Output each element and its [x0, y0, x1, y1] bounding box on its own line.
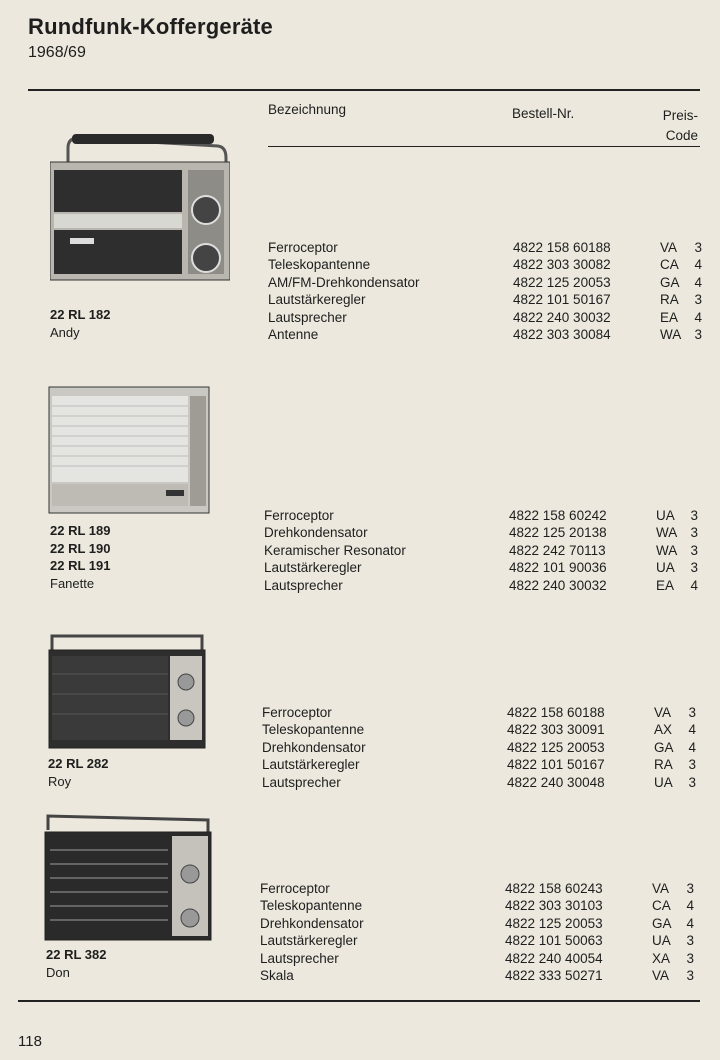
part-name: AM/FM-Drehkondensator — [268, 274, 420, 290]
part-name: Lautsprecher — [264, 577, 343, 593]
part-price-code: GA 4 — [654, 739, 696, 755]
part-name: Lautstärkeregler — [264, 560, 362, 576]
table-row — [260, 950, 700, 967]
part-price-code: VA 3 — [652, 967, 694, 983]
column-header-order-no: Bestell-Nr. — [512, 106, 575, 121]
part-order-no: 4822 125 20053 — [507, 739, 605, 755]
table-row — [262, 721, 700, 738]
part-name: Lautsprecher — [268, 309, 347, 325]
table-row — [260, 915, 700, 932]
part-price-code: WA 3 — [660, 326, 702, 342]
part-name: Ferroceptor — [260, 881, 330, 896]
bottom-rule — [18, 1000, 700, 1002]
part-order-no: 4822 158 60188 — [507, 705, 605, 720]
part-order-no: 4822 101 50167 — [513, 292, 611, 308]
part-price-code: XA 3 — [652, 950, 694, 966]
model-label-roy — [48, 755, 108, 790]
table-row — [268, 309, 700, 326]
model-label-andy — [50, 306, 110, 341]
parts-table-fanette — [264, 507, 700, 594]
part-order-no: 4822 240 30032 — [509, 577, 607, 593]
part-name: Teleskopantenne — [262, 722, 365, 738]
radio-image-andy — [50, 130, 230, 285]
part-price-code: CA 4 — [652, 898, 694, 914]
model-code: 22 RL 189 — [50, 523, 111, 538]
part-order-no: 4822 101 90036 — [509, 560, 607, 576]
part-price-code: UA 3 — [656, 508, 698, 523]
part-name: Teleskopantenne — [260, 898, 363, 914]
part-order-no: 4822 240 30048 — [507, 774, 605, 790]
top-rule — [28, 89, 700, 91]
table-row — [268, 256, 700, 273]
part-name: Lautstärkeregler — [268, 292, 366, 308]
table-row — [260, 880, 700, 897]
part-price-code: RA 3 — [660, 292, 702, 308]
part-price-code: UA 3 — [654, 774, 696, 790]
part-name: Ferroceptor — [262, 705, 332, 720]
part-name: Ferroceptor — [268, 240, 338, 255]
part-price-code: CA 4 — [660, 257, 702, 273]
part-price-code: WA 3 — [656, 542, 698, 558]
part-order-no: 4822 240 30032 — [513, 309, 611, 325]
part-order-no: 4822 125 20138 — [509, 525, 607, 541]
table-row — [262, 774, 700, 791]
parts-table-andy — [268, 239, 700, 343]
model-name: Fanette — [50, 575, 95, 591]
part-price-code: EA 4 — [656, 577, 698, 593]
part-order-no: 4822 303 30091 — [507, 722, 605, 738]
radio-image-fanette — [48, 386, 210, 514]
part-order-no: 4822 240 40054 — [505, 950, 603, 966]
table-row — [260, 967, 700, 984]
table-row — [262, 704, 700, 721]
part-order-no: 4822 303 30103 — [505, 898, 603, 914]
model-name: Don — [46, 964, 70, 980]
table-row — [264, 559, 700, 576]
part-price-code: AX 4 — [654, 722, 696, 738]
part-order-no: 4822 303 30082 — [513, 257, 611, 273]
model-name: Andy — [50, 324, 80, 340]
model-code: 22 RL 382 — [46, 947, 107, 962]
part-name: Drehkondensator — [260, 915, 364, 931]
part-price-code: GA 4 — [660, 274, 702, 290]
parts-table-don — [260, 880, 700, 984]
part-order-no: 4822 125 20053 — [513, 274, 611, 290]
part-order-no: 4822 303 30084 — [513, 326, 611, 342]
part-name: Lautsprecher — [262, 774, 341, 790]
part-order-no: 4822 101 50167 — [507, 757, 605, 773]
part-name: Teleskopantenne — [268, 257, 371, 273]
model-label-don — [46, 946, 106, 981]
table-row — [268, 274, 700, 291]
column-header-price-code — [640, 106, 698, 146]
table-row — [264, 577, 700, 594]
column-header-name: Bezeichnung — [268, 102, 347, 117]
page-title: Rundfunk-Koffergeräte — [28, 14, 273, 39]
page-subtitle: 1968/69 — [28, 44, 86, 61]
part-name: Ferroceptor — [264, 508, 334, 523]
part-price-code: UA 3 — [652, 933, 694, 949]
part-name: Lautstärkeregler — [262, 757, 360, 773]
radio-image-roy — [48, 630, 206, 750]
table-row — [262, 739, 700, 756]
part-name: Lautsprecher — [260, 950, 339, 966]
table-row — [260, 932, 700, 949]
part-price-code: VA 3 — [652, 881, 694, 896]
model-code: 22 RL 190 — [50, 540, 111, 556]
table-row — [268, 326, 700, 343]
part-name: Keramischer Resonator — [264, 542, 406, 558]
model-label-fanette — [50, 522, 110, 592]
part-price-code: WA 3 — [656, 525, 698, 541]
parts-table-roy — [262, 704, 700, 791]
model-code: 22 RL 182 — [50, 307, 111, 322]
part-order-no: 4822 158 60188 — [513, 240, 611, 255]
part-name: Skala — [260, 967, 294, 983]
part-price-code: RA 3 — [654, 757, 696, 773]
table-row — [260, 897, 700, 914]
part-name: Antenne — [268, 326, 319, 342]
part-order-no: 4822 158 60242 — [509, 508, 607, 523]
price-code-line1: Preis- — [662, 108, 698, 123]
model-code: 22 RL 282 — [48, 756, 109, 771]
page-number: 118 — [18, 1033, 42, 1050]
table-row — [264, 524, 700, 541]
part-order-no: 4822 333 50271 — [505, 967, 603, 983]
part-order-no: 4822 101 50063 — [505, 933, 603, 949]
header-rule — [268, 146, 700, 147]
part-order-no: 4822 242 70113 — [509, 542, 606, 558]
table-row — [262, 756, 700, 773]
table-row — [264, 542, 700, 559]
part-price-code: VA 3 — [654, 705, 696, 720]
table-row — [264, 507, 700, 524]
table-row — [268, 239, 700, 256]
table-row — [268, 291, 700, 308]
part-price-code: EA 4 — [660, 309, 702, 325]
model-name: Roy — [48, 773, 72, 789]
part-order-no: 4822 125 20053 — [505, 915, 603, 931]
part-price-code: UA 3 — [656, 560, 698, 576]
price-code-line2: Code — [665, 128, 698, 143]
part-price-code: GA 4 — [652, 915, 694, 931]
radio-image-don — [44, 810, 212, 942]
part-name: Drehkondensator — [262, 739, 366, 755]
model-code: 22 RL 191 — [50, 558, 111, 573]
part-order-no: 4822 158 60243 — [505, 881, 603, 896]
part-price-code: VA 3 — [660, 240, 702, 255]
part-name: Lautstärkeregler — [260, 933, 358, 949]
part-name: Drehkondensator — [264, 525, 368, 541]
